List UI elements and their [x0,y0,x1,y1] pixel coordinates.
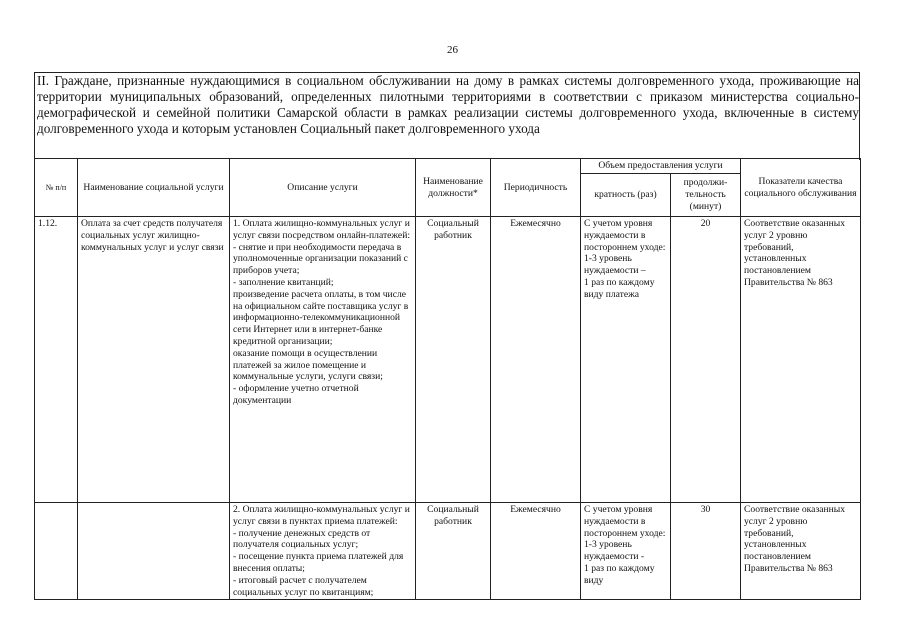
cell-num: 1.12. [35,217,78,503]
cell-periodicity: Ежемесячно [491,503,581,600]
col-header-volume: Объем предоставления услуги [581,159,741,174]
col-header-service-name: Наименование социальной услуги [78,159,230,217]
cell-quality: Соответствие оказанных услуг 2 уровню требований, установленных постановлением Правительства № 863 [741,503,861,600]
cell-duration: 30 [671,503,741,600]
cell-description: 2. Оплата жилищно-коммунальных услуг и услуг связи в пунктах приема платежей: - получение денежных средств от получателя социальных услуг; - посещение пункта приема платежей для внесения оплаты; - итоговый расчет с получателем социальных услуг по квитанциям; [230,503,416,600]
col-header-quality: Показатели качества социального обслуживания [741,159,861,217]
section-heading: II. Граждане, признанные нуждающимися в социальном обслуживании на дому в рамках системы долговременного ухода, проживающие на территории муниципальных образований, определенных пилотными территориями в соответствии с приказом министерства социально-демографической и семейной политики Самарской области в рамках реализации системы долговременного ухода, включенные в систему долговременного ухода и которым установлен Социальный пакет долговременного ухода [34,72,860,160]
cell-num [35,503,78,600]
table-row [35,503,861,600]
col-header-description: Описание услуги [230,159,416,217]
cell-duration: 20 [671,217,741,503]
cell-periodicity: Ежемесячно [491,217,581,503]
col-header-periodicity: Периодичность [491,159,581,217]
cell-quality: Соответствие оказанных услуг 2 уровню требований, установленных постановлением Правительства № 863 [741,217,861,503]
col-header-duration: продолжи-тельность (минут) [671,174,741,217]
col-header-position: Наименование должности* [416,159,491,217]
cell-position: Социальный работник [416,217,491,503]
cell-multiplicity: С учетом уровня нуждаемости в постороннем уходе: 1-3 уровень нуждаемости - 1 раз по каждому виду [581,503,671,600]
services-table [34,158,861,600]
cell-service-name: Оплата за счет средств получателя социальных услуг жилищно-коммунальных услуг и услуг связи [78,217,230,503]
cell-position: Социальный работник [416,503,491,600]
header-row-1 [35,159,861,174]
table-row [35,217,861,503]
col-header-multiplicity: кратность (раз) [581,174,671,217]
cell-service-name [78,503,230,600]
page-number: 26 [447,44,458,56]
col-header-num: № п/п [35,159,78,217]
cell-description: 1. Оплата жилищно-коммунальных услуг и услуг связи посредством онлайн-платежей: - снятие и при необходимости передача в уполномоченные организации показаний с приборов учета; - заполнение квитанций; произведение расчета оплаты, в том числе на официальном сайте поставщика услуг в информационно-телекоммуникационной сети Интернет или в интернет-банке кредитной организации; оказание помощи в осуществлении платежей за жилое помещение и коммунальные услуги, услуги связи; - оформление учетно отчетной документации [230,217,416,503]
cell-multiplicity: С учетом уровня нуждаемости в постороннем уходе: 1-3 уровень нуждаемости – 1 раз по каждому виду платежа [581,217,671,503]
